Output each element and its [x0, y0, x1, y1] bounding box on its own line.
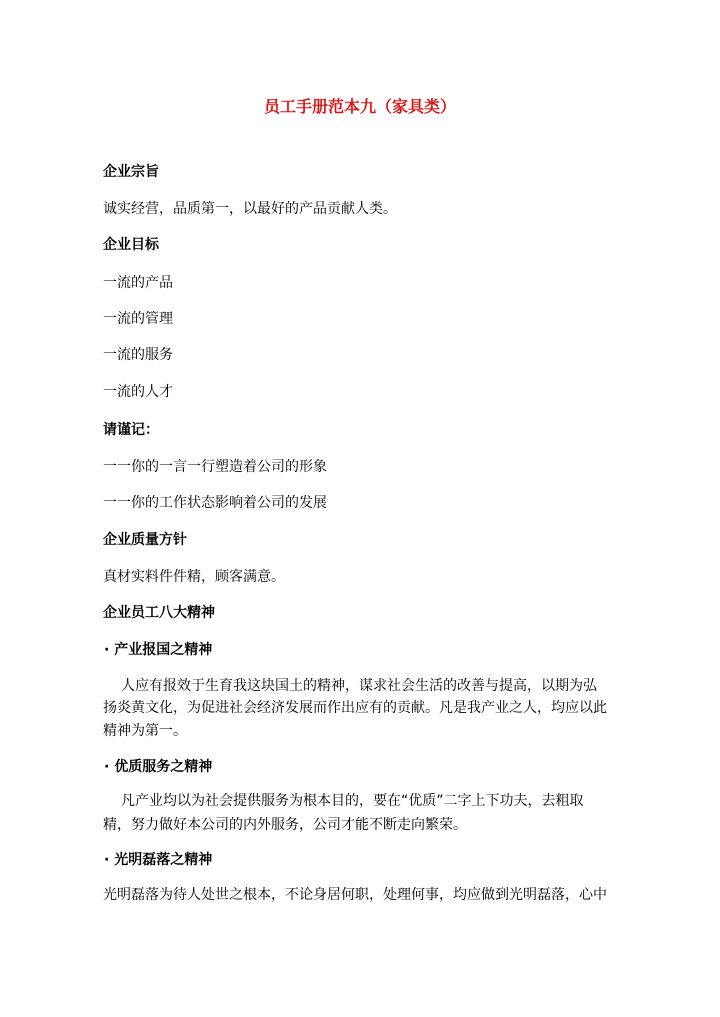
remember-item: 一一你的一言一行塑造着公司的形象	[103, 459, 327, 475]
quality-heading: 企业质量方针	[103, 532, 187, 548]
spirits-heading: 企业员工八大精神	[103, 605, 215, 621]
document-title: 员工手册范本九（家具类）	[263, 97, 456, 116]
paragraph-line: 人应有报效于生育我这块国土的精神，谋求社会生活的改善与提高，以期为弘	[121, 678, 597, 694]
paragraph-line: 精，努力做好本公司的内外服务，公司才能不断走向繁荣。	[103, 817, 467, 833]
spirit-heading: · 优质服务之精神	[104, 759, 213, 775]
purpose-text: 诚实经营，品质第一，以最好的产品贡献人类。	[103, 201, 397, 217]
paragraph-line: 精神为第一。	[103, 723, 187, 739]
goal-item: 一流的管理	[103, 311, 173, 327]
remember-heading: 请谨记：	[103, 422, 159, 438]
goal-item: 一流的产品	[103, 275, 173, 291]
quality-text: 真材实料件件精，顾客满意。	[103, 569, 285, 585]
paragraph-line: 扬炎黄文化，为促进社会经济发展而作出应有的贡献。凡是我产业之人，均应以此	[103, 700, 607, 716]
spirit-heading: · 产业报国之精神	[104, 642, 213, 658]
goal-item: 一流的人才	[103, 384, 173, 400]
purpose-heading: 企业宗旨	[103, 164, 159, 180]
paragraph-line: 凡产业均以为社会提供服务为根本目的，要在“优质”二字上下功夫，去粗取	[121, 793, 584, 809]
goals-heading: 企业目标	[103, 237, 159, 253]
goal-item: 一流的服务	[103, 347, 173, 363]
spirit-heading: · 光明磊落之精神	[104, 852, 213, 868]
remember-item: 一一你的工作状态影响着公司的发展	[103, 495, 327, 511]
paragraph-line: 光明磊落为待人处世之根本，不论身居何职，处理何事，均应做到光明磊落，心中	[103, 887, 607, 903]
